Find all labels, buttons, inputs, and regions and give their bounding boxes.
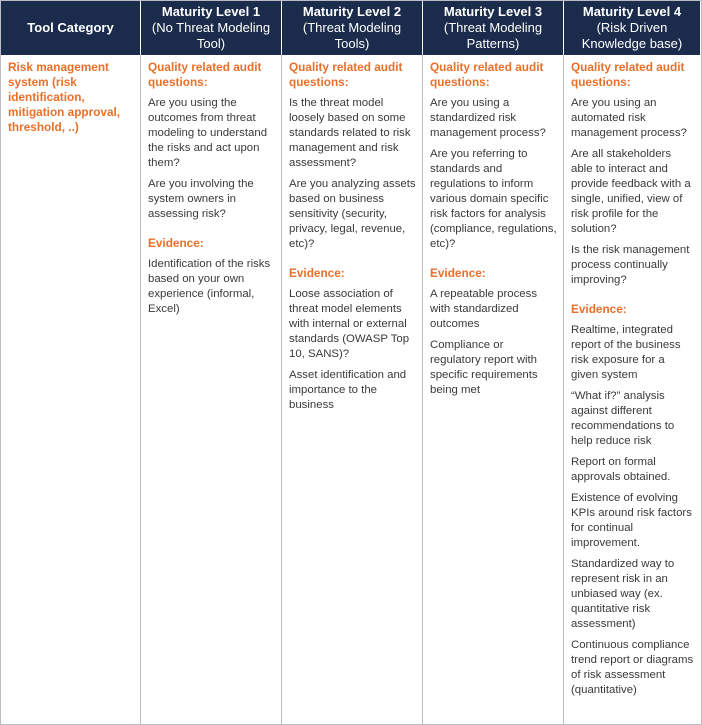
header-level-title: Maturity Level 1 (161, 4, 261, 19)
header-level-1 (141, 1, 282, 55)
header-level-subtitle: (Threat Modeling Patterns) (443, 20, 543, 51)
evidence-text: Continuous compliance trend report or diagrams of risk assessment (quantitative) (571, 639, 694, 696)
evidence-label: Evidence: (148, 236, 204, 250)
evidence-label: Evidence: (571, 302, 627, 316)
question-text: Are you using a standardized risk management process? (430, 97, 546, 139)
evidence-text: Standardized way to represent risk in an unbiased way (ex. quantitative risk assessment) (571, 558, 675, 630)
category-text: Risk management system (risk identification, mitigation approval, threshold, ..) (8, 60, 121, 134)
evidence-text: Compliance or regulatory report with specific requirements being met (430, 339, 538, 396)
question-text: Is the risk management process continually improving? (571, 244, 690, 286)
level-4-cell (564, 55, 701, 724)
evidence-text: Realtime, integrated report of the business risk exposure for a given system (571, 324, 681, 381)
evidence-text: Loose association of threat model elements with internal or external standards (OWASP Top 10, SANS)? (289, 288, 410, 360)
quality-questions-label: Quality related audit questions: (289, 60, 403, 89)
header-level-title: Maturity Level 2 (302, 4, 402, 19)
evidence-text: Report on formal approvals obtained. (571, 456, 671, 483)
evidence-text: A repeatable process with standardized outcomes (430, 288, 538, 330)
level-3-cell (423, 55, 564, 724)
header-level-4 (564, 1, 701, 55)
question-text: Is the threat model loosely based on some standards related to risk management and risk assessment? (289, 97, 411, 169)
evidence-text: “What if?” analysis against different recommendations to help reduce risk (571, 390, 675, 447)
question-text: Are you involving the system owners in assessing risk? (148, 178, 254, 220)
evidence-text: Asset identification and importance to the business (289, 369, 407, 411)
evidence-label: Evidence: (289, 266, 345, 280)
header-tool-category (1, 1, 141, 55)
category-cell (1, 55, 141, 724)
evidence-text: Existence of evolving KPIs around risk factors for continual improvement. (571, 492, 692, 549)
question-text: Are you referring to standards and regulations to inform various domain specific risk factors for analysis (compliance, regulations, etc)? (430, 148, 557, 250)
quality-questions-label: Quality related audit questions: (148, 60, 262, 89)
evidence-text: Identification of the risks based on your own experience (informal, Excel) (148, 258, 271, 315)
header-level-subtitle: (Threat Modeling Tools) (302, 20, 402, 51)
question-text: Are you using the outcomes from threat modeling to understand the risks and act upon them? (148, 97, 268, 169)
evidence-label: Evidence: (430, 266, 486, 280)
question-text: Are you analyzing assets based on business sensitivity (security, privacy, legal, revenue, etc)? (289, 178, 416, 250)
quality-questions-label: Quality related audit questions: (571, 60, 685, 89)
level-2-cell (282, 55, 423, 724)
header-level-2 (282, 1, 423, 55)
header-level-title: Maturity Level 3 (443, 4, 543, 19)
header-category-label: Tool Category (27, 20, 114, 35)
question-text: Are all stakeholders able to interact and provide feedback with a single, unified, view of risk profile for the solution? (571, 148, 691, 235)
header-level-title: Maturity Level 4 (582, 4, 682, 19)
header-level-subtitle: (No Threat Modeling Tool) (151, 20, 271, 51)
header-level-3 (423, 1, 564, 55)
level-1-cell (141, 55, 282, 724)
question-text: Are you using an automated risk management process? (571, 97, 687, 139)
quality-questions-label: Quality related audit questions: (430, 60, 544, 89)
header-level-subtitle: (Risk Driven Knowledge base) (581, 20, 683, 51)
